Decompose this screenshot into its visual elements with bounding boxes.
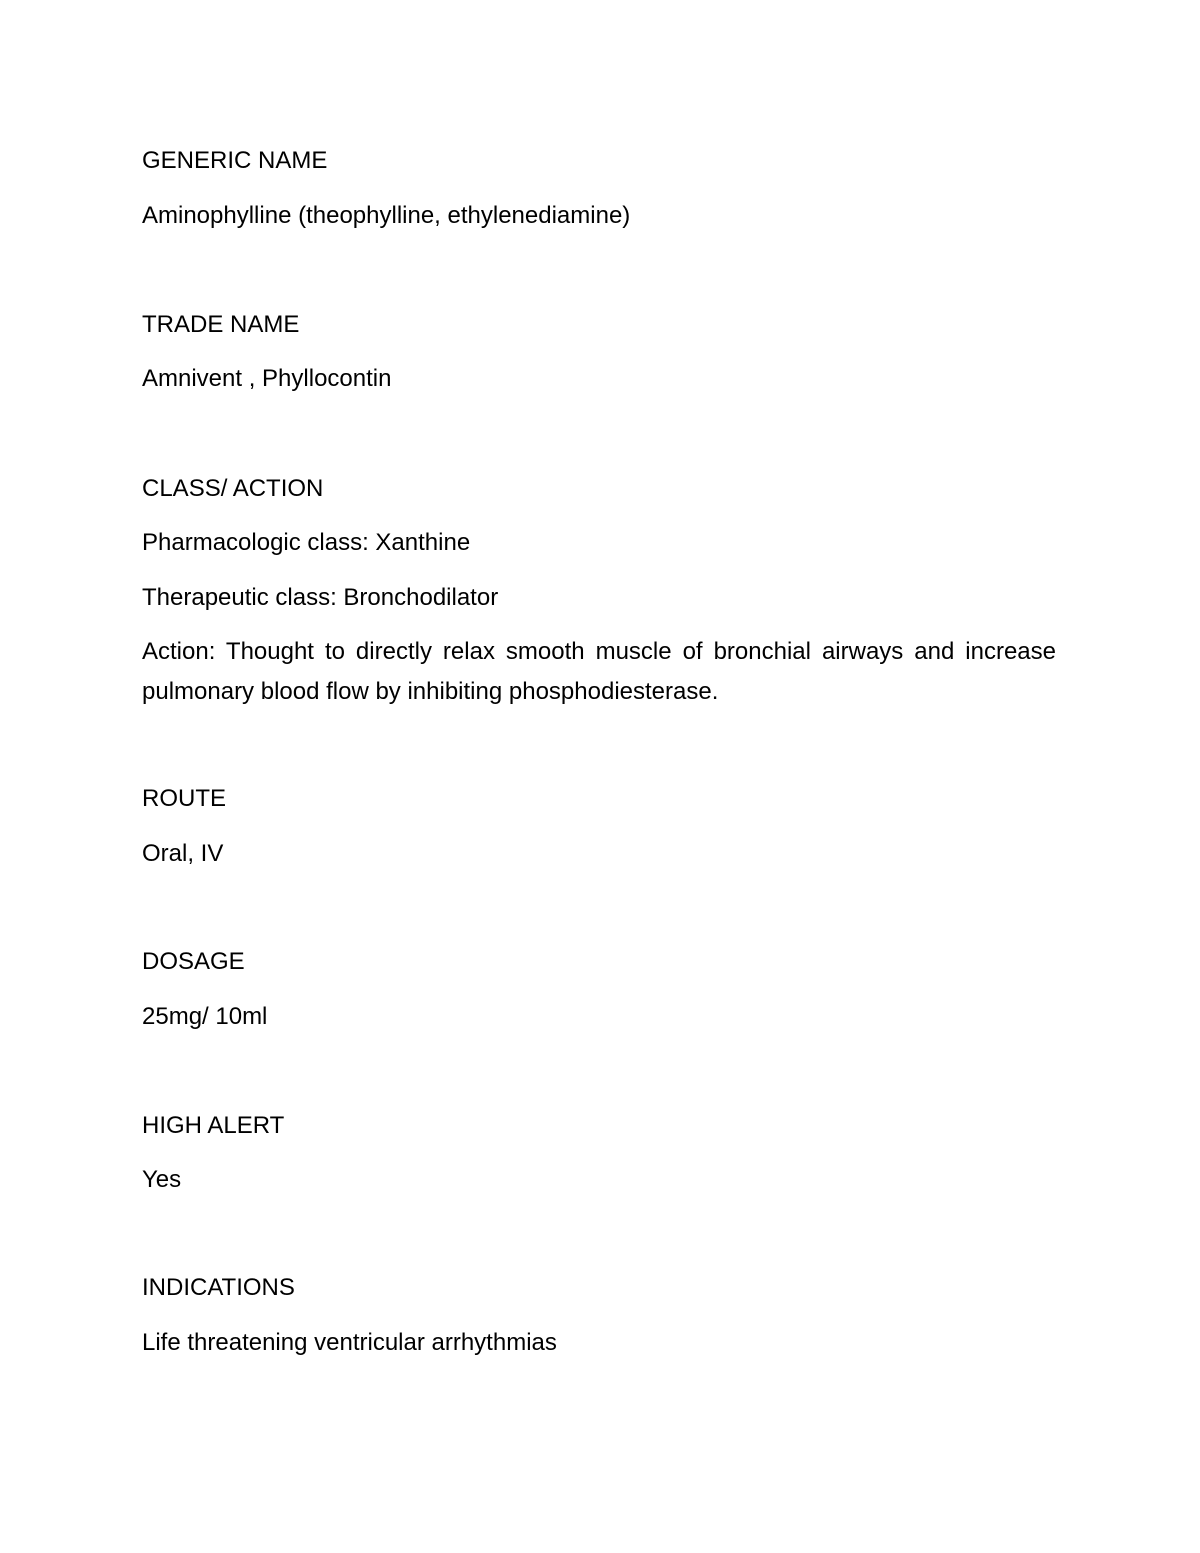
trade-name-heading: TRADE NAME (142, 311, 300, 338)
generic-name-heading: GENERIC NAME (142, 147, 328, 174)
pharmacologic-class: Pharmacologic class: Xanthine (142, 529, 471, 556)
high-alert-value: Yes (142, 1166, 182, 1193)
generic-name-value: Aminophylline (theophylline, ethylenediamine) (142, 202, 631, 229)
class-action-heading: CLASS/ ACTION (142, 475, 324, 502)
action-description: Action: Thought to directly relax smooth muscle of bronchial airways and increase pulmonary blood flow by inhibiting phosphodiesterase. (142, 638, 1056, 705)
dosage-heading: DOSAGE (142, 948, 245, 975)
high-alert-heading: HIGH ALERT (142, 1112, 285, 1139)
indications-value: Life threatening ventricular arrhythmias (142, 1329, 557, 1356)
therapeutic-class: Therapeutic class: Bronchodilator (142, 584, 499, 611)
trade-name-value: Amnivent , Phyllocontin (142, 365, 392, 392)
route-value: Oral, IV (142, 840, 224, 867)
dosage-value: 25mg/ 10ml (142, 1003, 268, 1030)
route-heading: ROUTE (142, 785, 226, 812)
indications-heading: INDICATIONS (142, 1274, 295, 1301)
